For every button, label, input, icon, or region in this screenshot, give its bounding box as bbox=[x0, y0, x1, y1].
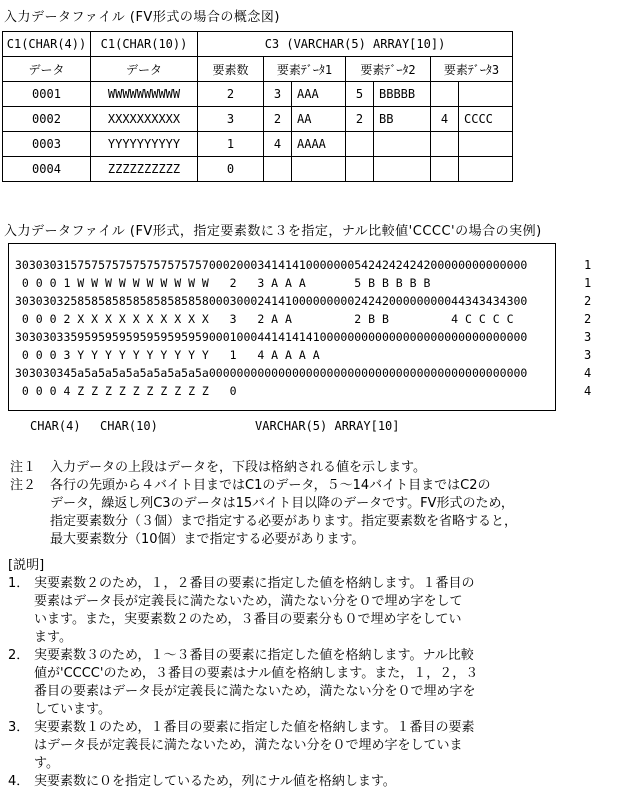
dump-line-number: 1 bbox=[584, 258, 592, 272]
table-cell bbox=[459, 132, 513, 157]
table-cell bbox=[431, 132, 459, 157]
table-cell: 3 bbox=[198, 107, 264, 132]
hex-dump-box bbox=[8, 243, 556, 411]
table-cell bbox=[459, 157, 513, 182]
explanation-item-3 bbox=[8, 719, 635, 773]
table-cell: BB bbox=[374, 107, 431, 132]
dump-line-number: 2 bbox=[584, 294, 592, 308]
dump-line-number: 2 bbox=[584, 312, 592, 326]
table-header-row-fields bbox=[3, 57, 513, 82]
col-head-element-data1: 要素ﾃﾞｰﾀ1 bbox=[264, 57, 346, 82]
dump-line-number: 4 bbox=[584, 366, 592, 380]
table-row bbox=[3, 132, 513, 157]
concept-section-title: 入力データファイル (FV形式の場合の概念図) bbox=[4, 10, 280, 25]
col-head-element-count: 要素数 bbox=[198, 57, 264, 82]
table-cell: 0002 bbox=[3, 107, 91, 132]
table-cell: 1 bbox=[198, 132, 264, 157]
item-line: しています。 bbox=[34, 702, 111, 717]
note-line: 指定要素数分（３個）まで指定する必要があります。指定要素数を省略すると， bbox=[50, 514, 517, 529]
dump-line-hex-record2: 30303032585858585858585858580003000241410000000002424200000000044343434300 bbox=[15, 294, 528, 308]
field-type-labels bbox=[8, 417, 635, 437]
note-1 bbox=[10, 459, 635, 477]
dump-line-number: 4 bbox=[584, 384, 592, 398]
item-line: 実要素数に０を指定しているため，列にナル値を格納します。 bbox=[34, 774, 396, 789]
item-number: 3． bbox=[8, 720, 30, 735]
dump-line-char-record1: 0 0 0 1 W W W W W W W W W W 2 3 A A A 5 B B B B B bbox=[15, 276, 431, 290]
table-row bbox=[3, 107, 513, 132]
col-head-element-data2: 要素ﾃﾞｰﾀ2 bbox=[346, 57, 431, 82]
table-cell: AA bbox=[292, 107, 346, 132]
table-cell: BBBBB bbox=[374, 82, 431, 107]
table-cell: WWWWWWWWWW bbox=[91, 82, 198, 107]
dump-line-numbers bbox=[584, 243, 591, 411]
concept-table bbox=[2, 31, 513, 182]
note-1-body bbox=[50, 459, 426, 477]
hex-dump-area bbox=[8, 243, 635, 411]
field-label-char4: CHAR(4) bbox=[30, 419, 81, 433]
item-line: 要素はデータ長が定義長に満たないため，満たない分を０で埋め字をして bbox=[34, 594, 463, 609]
item-line: 番目の要素はデータ長が定義長に満たないため，満たない分を０で埋め字を bbox=[34, 684, 476, 699]
note-2 bbox=[10, 477, 635, 549]
table-cell: YYYYYYYYYY bbox=[91, 132, 198, 157]
field-label-varchar-array: VARCHAR(5) ARRAY[10] bbox=[255, 419, 400, 433]
dump-line-hex-record1: 30303031575757575757575757570002000341414100000005424242424200000000000000 bbox=[15, 258, 528, 272]
col-type-c3-varchar-array: C3 (VARCHAR(5) ARRAY[10]) bbox=[198, 32, 513, 57]
col-head-data2: データ bbox=[91, 57, 198, 82]
table-cell: 0 bbox=[198, 157, 264, 182]
explanation-heading: [説明] bbox=[8, 558, 45, 573]
col-type-c1-char10: C1(CHAR(10)) bbox=[91, 32, 198, 57]
note-line: 入力データの上段はデータを，下段は格納される値を示します。 bbox=[50, 460, 426, 475]
dump-line-number: 3 bbox=[584, 348, 592, 362]
table-cell: 0004 bbox=[3, 157, 91, 182]
dump-line-hex-record4: 303030345a5a5a5a5a5a5a5a5a5a0000000000000000000000000000000000000000000000 bbox=[15, 366, 528, 380]
col-type-c1-char4: C1(CHAR(4)) bbox=[3, 32, 91, 57]
item-number: 1． bbox=[8, 576, 30, 591]
note-line: データ，繰返し列C3のデータは15バイト目以降のデータです。FV形式のため， bbox=[50, 496, 514, 511]
dump-line-char-record4: 0 0 0 4 Z Z Z Z Z Z Z Z Z Z 0 bbox=[15, 384, 237, 398]
item-line: 実要素数２のため，１，２番目の要素に指定した値を格納します。１番目の bbox=[34, 576, 475, 591]
item-line: す。 bbox=[34, 756, 59, 771]
explanation-item-4 bbox=[8, 773, 635, 791]
table-row bbox=[3, 157, 513, 182]
col-head-element-data3: 要素ﾃﾞｰﾀ3 bbox=[431, 57, 513, 82]
notes-section bbox=[10, 459, 635, 549]
dump-line-char-record3: 0 0 0 3 Y Y Y Y Y Y Y Y Y Y 1 4 A A A A bbox=[15, 348, 320, 362]
table-cell bbox=[346, 157, 374, 182]
table-cell: 0001 bbox=[3, 82, 91, 107]
table-cell bbox=[374, 157, 431, 182]
item-line: 値が'CCCC'のため，３番目の要素はナル値を格納します。また，１，２，３ bbox=[34, 666, 479, 681]
item-line: ます。 bbox=[34, 630, 72, 645]
table-cell bbox=[459, 82, 513, 107]
explanation-section bbox=[8, 557, 635, 791]
table-cell: 3 bbox=[264, 82, 292, 107]
table-cell bbox=[264, 157, 292, 182]
table-cell bbox=[431, 82, 459, 107]
dump-line-number: 1 bbox=[584, 276, 592, 290]
explanation-item-1 bbox=[8, 575, 635, 647]
table-cell: 2 bbox=[346, 107, 374, 132]
dump-line-number: 3 bbox=[584, 330, 592, 344]
item-body bbox=[34, 773, 396, 791]
table-cell: AAA bbox=[292, 82, 346, 107]
item-line: 実要素数１のため，１番目の要素に指定した値を格納します。１番目の要素 bbox=[34, 720, 475, 735]
table-cell: 4 bbox=[431, 107, 459, 132]
item-body bbox=[34, 575, 474, 647]
table-header-row-types bbox=[3, 32, 513, 57]
item-body bbox=[34, 647, 478, 719]
item-line: はデータ長が定義長に満たないため，満たない分を０で埋め字をしていま bbox=[34, 738, 463, 753]
table-cell: AAAA bbox=[292, 132, 346, 157]
item-line: 実要素数３のため，１～３番目の要素に指定した値を格納します。ナル比較 bbox=[34, 648, 474, 663]
field-label-char10: CHAR(10) bbox=[100, 419, 158, 433]
item-number: 4． bbox=[8, 774, 30, 789]
table-cell: CCCC bbox=[459, 107, 513, 132]
dump-line-hex-record3: 30303033595959595959595959590001000441414141000000000000000000000000000000 bbox=[15, 330, 528, 344]
table-cell: XXXXXXXXXX bbox=[91, 107, 198, 132]
table-cell: 4 bbox=[264, 132, 292, 157]
note-1-label: 注１ bbox=[10, 460, 37, 475]
table-cell bbox=[431, 157, 459, 182]
note-2-body bbox=[50, 477, 517, 549]
table-cell: 2 bbox=[198, 82, 264, 107]
col-head-data1: データ bbox=[3, 57, 91, 82]
table-cell: 2 bbox=[264, 107, 292, 132]
note-2-label: 注２ bbox=[10, 478, 37, 493]
item-body bbox=[34, 719, 474, 773]
note-line: 最大要素数分（10個）まで指定する必要があります。 bbox=[50, 532, 365, 547]
table-cell: 5 bbox=[346, 82, 374, 107]
table-row bbox=[3, 82, 513, 107]
example-section-title: 入力データファイル (FV形式，指定要素数に３を指定，ナル比較値'CCCC'の場合の実例) bbox=[4, 224, 542, 239]
table-cell bbox=[292, 157, 346, 182]
note-line: 各行の先頭から４バイト目まではC1のデータ，５～14バイト目まではC2の bbox=[50, 478, 491, 493]
item-line: います。また，実要素数２のため，３番目の要素分も０で埋め字をしてい bbox=[34, 612, 462, 627]
item-number: 2． bbox=[8, 648, 30, 663]
explanation-item-2 bbox=[8, 647, 635, 719]
table-cell bbox=[374, 132, 431, 157]
table-cell: ZZZZZZZZZZ bbox=[91, 157, 198, 182]
table-cell: 0003 bbox=[3, 132, 91, 157]
dump-line-char-record2: 0 0 0 2 X X X X X X X X X X 3 2 A A 2 B B 4 C C C C bbox=[15, 312, 514, 326]
table-cell bbox=[346, 132, 374, 157]
